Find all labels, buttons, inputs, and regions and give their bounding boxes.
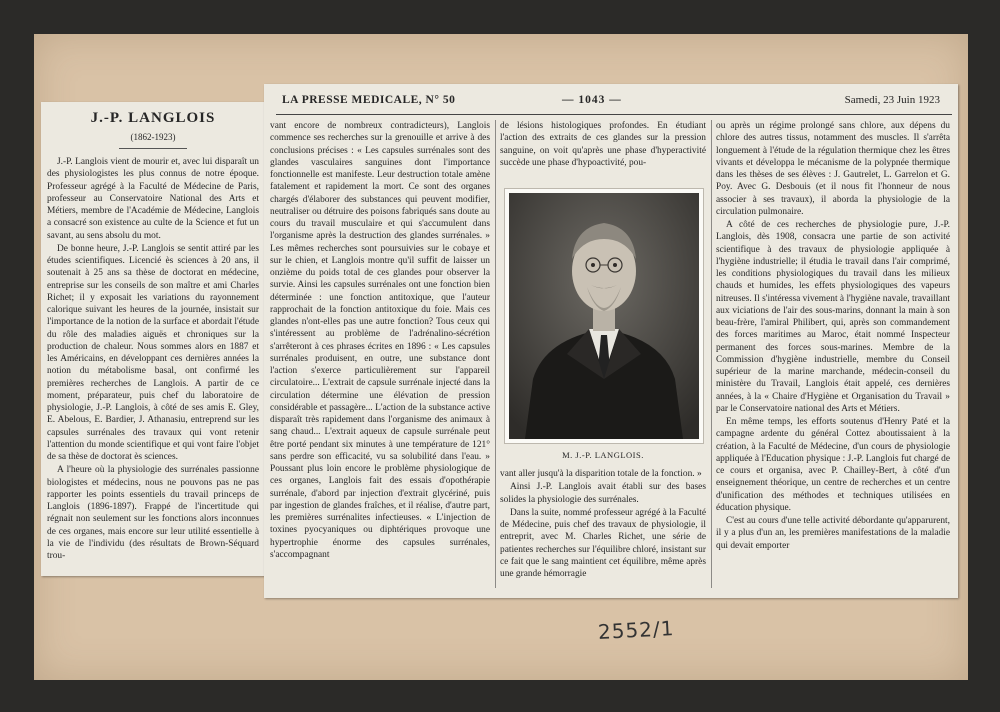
newspaper-column-2-bottom (500, 468, 706, 590)
portrait-image (505, 189, 703, 443)
left-paragraph: J.-P. Langlois vient de mourir et, avec lui disparaît un des physiologistes les plus connus de notre époque. Professeur agrégé à la Faculté de Médecine de Paris, professeur au Conservatoire National des Arts et Métiers, membre de l'Académie de Médecine, Langlois a consacré son existence au culte de la Science et fut un savant, au sens absolu du mot. (47, 157, 259, 241)
photo-caption: M. J.-P. LANGLOIS. (562, 450, 644, 460)
newspaper-column-2-top (500, 120, 706, 182)
column-rule (711, 120, 712, 588)
column-paragraph: Ainsi J.-P. Langlois avait établi sur des bases solides la physiologie des surrénales. (500, 482, 706, 505)
newspaper-column-1 (270, 120, 490, 590)
column-rule (495, 120, 496, 588)
inventory-number: 2552/1 (597, 616, 675, 644)
portrait-photo (504, 188, 704, 444)
obituary-title: J.-P. LANGLOIS (90, 110, 216, 126)
issue-date: Samedi, 23 Juin 1923 (844, 94, 940, 106)
column-paragraph: En même temps, les efforts soutenus d'Henry Paté et la campagne ardente du général Cottez aboutissaient à la création, à la Faculté de Médecine, d'un cours de physiologie appliquée à l'Education physique : J.-P. Langlois fut chargé de ce cours et organisa, avec P. Chailley-Bert, à côté d'un enseignement théorique, un centre de recherches et un centre d'unification des méthodes et techniques utilisées en éducation physique. (716, 417, 950, 513)
column-paragraph: ou après un régime prolongé sans chlore, aux dépens du chlore des autres tissus, notamment des muscles. Il s'arrêta longuement à l'étude de la régulation thermique chez les êtres vivants et développa le mécanisme de la polypnée thermique dans les thèses de ses élèves : J. Gautrelet, L. Garrelon et G. Poy. Avec G. Desbouis (et il nous fit l'honneur de nous associer à ses travaux), il aborda la physiologie de la circulation pulmonaire. (716, 121, 950, 217)
obituary-heading-clipping (41, 102, 265, 576)
column-paragraph: vant aller jusqu'à la disparition totale de la fonction. » (500, 469, 702, 479)
newspaper-clipping (264, 84, 958, 598)
column-paragraph: vant encore de nombreux contradicteurs), Langlois commence ses recherches sur la grenouille et arrive à des conclusions précises : « Les capsules surrénales sont des glandes vasculaires sanguines dont l'importance fonctionnelle est manifeste. Leur destruction totale amène fatalement et rapidement la mort. Ce sont des organes chargés d'élaborer des substances qui peuvent modifier, neutraliser ou détruire des poisons fabriqués sans doute au cours du travail musculaire et qui s'accumulent dans l'organisme après la destruction des glandes surrénales. » Les mêmes recherches sont poursuivies sur le cobaye et sur le chien, et Langlois montre qu'il suffit de laisser un onzième du poids total de ces glandes pour observer la survie. Ainsi les capsules surrénales ont une fonction bien déterminée : une fonction antitoxique, que l'auteur rapprochait de la fonction antitoxique du foie. Mais ces glandes n'ont-elles pas une autre fonction? Tous ceux qui s'intéressent au problème de l'adrénalino-sécrétion s'arrêteront à ces phrases écrites en 1896 : « Les capsules surrénales produisent, en outre, une substance dont l'action s'exerce particulièrement sur l'appareil circulatoire... L'extrait de capsule surrénale injecté dans la circulation détermine une élévation de pression considérable et passagère... L'action de la substance active disparaît très rapidement dans l'organisme des animaux à sang chaud... L'extrait aqueux de capsule surrénale peut être porté pendant six minutes à une température de 121° sans perdre son efficacité, vu sa solubilité dans l'eau. » Poussant plus loin encore le problème physiologique de ces organes, Langlois fait des essais d'opothérapie surrénale, d'abord par injection d'extrait glycériné, puis par ingestion de glandes fraîches, et il réalise, d'autre part, les premières surrénalites infectieuses. « L'injection de toxines pyocyaniques ou diphtériques provoque une hypertrophie énorme des capsules surrénales, s'accompagnant (270, 121, 490, 560)
left-paragraph: A l'heure où la physiologie des surrénales passionne biologistes et médecins, nous ne pouvons pas ne pas rapporter les points essentiels du travail princeps de Langlois (1896-1897). Frappé de l'incertitude qui régnait non seulement sur les fonctions alors inconnues de ces organes, mais encore sur leur utilité essentielle à la vie de l'individu (des résultats de Brown-Séquard trou- (47, 465, 259, 561)
page-number: — 1043 — (562, 94, 622, 106)
column-paragraph: A côté de ces recherches de physiologie pure, J.-P. Langlois, dès 1908, consacra une partie de son activité scientifique à des travaux de physiologie appliquée à l'hygiène industrielle; il étudia le travail dans l'air comprimé, les conditions physiologiques du travail dans les milieux chauds et humides, les effets physiologiques des vapeurs nitreuses. Il s'intéressa vivement à l'hygiène navale, travaillant aux viciations de l'air des sous-marins, donnant la main à son beau-frère, l'amiral Philibert, qui, après son commandement des forces maritimes au Maroc, était nommé Inspecteur permanent des forces sous-marines. Membre de la Commission d'hygiène industrielle, membre du Conseil supérieur de la marine marchande, médecin-conseil du ministère du Travail, Langlois était appelé, ces dernières années, à la « Chaire d'Hygiène et Organisation du Travail » par le Conservatoire national des Arts et Métiers. (716, 220, 950, 414)
column-paragraph: de lésions histologiques profondes. En étudiant l'action des extraits de ces glandes sur la pression sanguine, on voit qu'après une phase d'hyperactivité succède une phase d'hypoactivité, pou- (500, 121, 706, 168)
journal-title: LA PRESSE MEDICALE, N° 50 (282, 94, 456, 106)
column-paragraph: C'est au cours d'une telle activité débordante qu'apparurent, il y a plus d'un an, les premières manifestations de la maladie qui devait emporter (716, 516, 950, 551)
obituary-dates: (1862-1923) (130, 132, 176, 142)
left-paragraph: De bonne heure, J.-P. Langlois se sentit attiré par les études scientifiques. Licencié ès sciences à 20 ans, il soutenait à 25 ans sa thèse de doctorat en médecine, entreprise sur les conseils de son maître et ami Charles Richet; il y exposait les variations du rayonnement calorique suivant les heures de la journée, insistait sur l'importance de la notion de la surface et abordait l'étude du rôle des maladies aiguës et chroniques sur la production de chaleur. Nous sommes alors en 1887 et les Américains, en développant ces dernières années la notion du métabolisme basal, ont confirmé les premières recherches de Langlois. A partir de ce moment, préparateur, puis chef du laboratoire de physiologie, J.-P. Langlois, à côté de ses amis E. Gley, E. Abelous, E. Bardier, J. Athanasiu, entreprend sur les capsules surrénales des travaux qui vont retenir l'attention du monde scientifique et qui vont faire l'objet de sa thèse de doctorat ès sciences. (47, 243, 259, 462)
masthead (272, 90, 952, 112)
heading-divider (119, 148, 187, 149)
column-paragraph: Dans la suite, nommé professeur agrégé à la Faculté de Médecine, puis chef des travaux de physiologie, il entreprit, avec M. Charles Richet, une série de patientes recherches sur l'équilibre chloré, insistant sur ce fait que le sang maintient cet équilibre, même après une grande hémorragie (500, 507, 706, 579)
masthead-rule (276, 114, 952, 115)
newspaper-column-3 (716, 120, 950, 590)
left-column (47, 156, 259, 572)
